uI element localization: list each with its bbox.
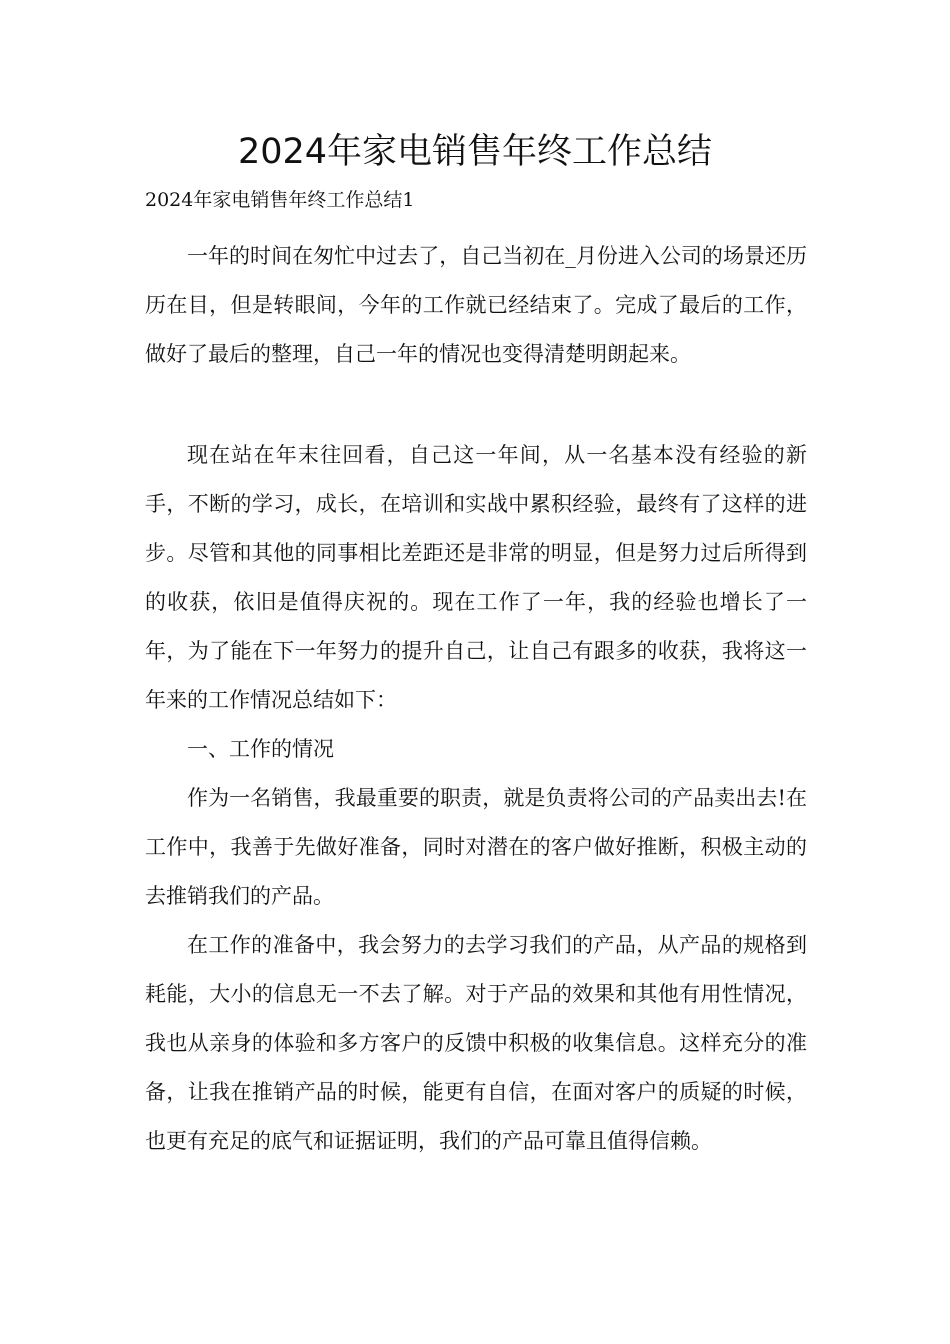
document-body <box>145 232 807 1166</box>
paragraph-duty: 作为一名销售，我最重要的职责，就是负责将公司的产品卖出去!在工作中，我善于先做好准备，同时对潜在的客户做好推断，积极主动的去推销我们的产品。 <box>145 786 807 908</box>
document-subtitle: 2024年家电销售年终工作总结1 <box>145 189 415 211</box>
paragraph-intro: 一年的时间在匆忙中过去了，自己当初在_月份进入公司的场景还历历在目，但是转眼间，今年的工作就已经结束了。完成了最后的工作，做好了最后的整理，自己一年的情况也变得清楚明朗起来。 <box>145 244 807 366</box>
paragraph-preparation: 在工作的准备中，我会努力的去学习我们的产品，从产品的规格到耗能，大小的信息无一不去了解。对于产品的效果和其他有用性情况，我也从亲身的体验和多方客户的反馈中积极的收集信息。这样充分的准备，让我在推销产品的时候，能更有自信，在面对客户的质疑的时候，也更有充足的底气和证据证明，我们的产品可靠且值得信赖。 <box>145 933 807 1153</box>
document-title: 2024年家电销售年终工作总结 <box>237 132 713 172</box>
paragraph-review: 现在站在年末往回看，自己这一年间，从一名基本没有经验的新手，不断的学习，成长，在培训和实战中累积经验，最终有了这样的进步。尽管和其他的同事相比差距还是非常的明显，但是努力过后所得到的收获，依旧是值得庆祝的。现在工作了一年，我的经验也增长了一年，为了能在下一年努力的提升自己，让自己有跟多的收获，我将这一年来的工作情况总结如下： <box>145 443 807 712</box>
section-heading: 一、工作的情况 <box>187 737 334 761</box>
